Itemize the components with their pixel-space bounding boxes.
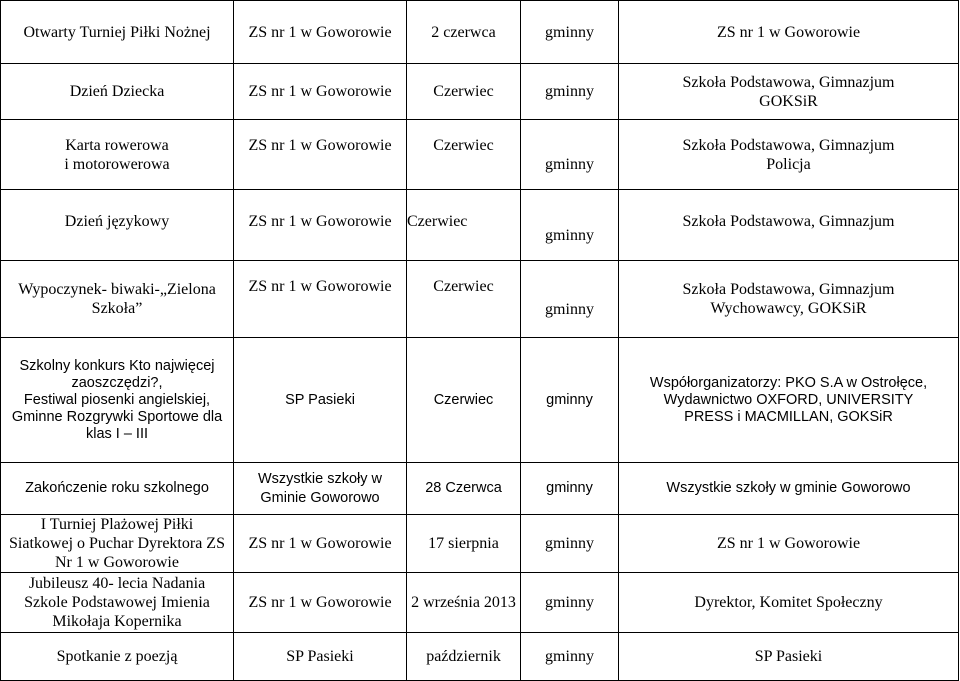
table-row bbox=[1, 190, 959, 261]
organizer-cell: SP Pasieki bbox=[234, 633, 407, 681]
date-cell: Czerwiec bbox=[407, 120, 521, 190]
scope-cell: gminny bbox=[521, 190, 619, 261]
organizer-cell: ZS nr 1 w Goworowie bbox=[234, 190, 407, 261]
event-cell: Dzień Dziecka bbox=[1, 64, 234, 120]
scope-cell: gminny bbox=[521, 120, 619, 190]
scope-cell: gminny bbox=[521, 338, 619, 463]
event-cell: I Turniej Plażowej Piłki Siatkowej o Puchar Dyrektora ZS Nr 1 w Goworowie bbox=[1, 515, 234, 573]
event-cell: Dzień językowy bbox=[1, 190, 234, 261]
date-cell: 17 sierpnia bbox=[407, 515, 521, 573]
table-row bbox=[1, 120, 959, 190]
partners-cell: Dyrektor, Komitet Społeczny bbox=[619, 573, 959, 633]
event-cell: Zakończenie roku szkolnego bbox=[1, 463, 234, 515]
partners-cell: ZS nr 1 w Goworowie bbox=[619, 1, 959, 64]
organizer-cell: ZS nr 1 w Goworowie bbox=[234, 120, 407, 190]
table-row bbox=[1, 1, 959, 64]
date-cell: październik bbox=[407, 633, 521, 681]
date-cell: Czerwiec bbox=[407, 338, 521, 463]
scope-cell: gminny bbox=[521, 573, 619, 633]
event-cell: Szkolny konkurs Kto najwięcej zaoszczędzi?, Festiwal piosenki angielskiej, Gminne Rozgrywki Sportowe dla klas I – III bbox=[1, 338, 234, 463]
scope-cell: gminny bbox=[521, 1, 619, 64]
organizer-cell: ZS nr 1 w Goworowie bbox=[234, 1, 407, 64]
table-row bbox=[1, 338, 959, 463]
table-row bbox=[1, 261, 959, 338]
table-row bbox=[1, 633, 959, 681]
partners-cell: SP Pasieki bbox=[619, 633, 959, 681]
organizer-cell: ZS nr 1 w Goworowie bbox=[234, 573, 407, 633]
table-row bbox=[1, 515, 959, 573]
date-cell: 2 września 2013 bbox=[407, 573, 521, 633]
event-cell: Otwarty Turniej Piłki Nożnej bbox=[1, 1, 234, 64]
partners-cell: Szkoła Podstawowa, Gimnazjum bbox=[619, 190, 959, 261]
partners-cell: Wszystkie szkoły w gminie Goworowo bbox=[619, 463, 959, 515]
organizer-cell: Wszystkie szkoły w Gminie Goworowo bbox=[234, 463, 407, 515]
table-row bbox=[1, 573, 959, 633]
organizer-cell: SP Pasieki bbox=[234, 338, 407, 463]
scope-cell: gminny bbox=[521, 64, 619, 120]
scope-cell: gminny bbox=[521, 261, 619, 338]
table-row bbox=[1, 463, 959, 515]
date-cell: Czerwiec bbox=[407, 190, 521, 261]
table-row bbox=[1, 64, 959, 120]
partners-cell: ZS nr 1 w Goworowie bbox=[619, 515, 959, 573]
event-cell: Jubileusz 40- lecia Nadania Szkole Podstawowej Imienia Mikołaja Kopernika bbox=[1, 573, 234, 633]
scope-cell: gminny bbox=[521, 515, 619, 573]
organizer-cell: ZS nr 1 w Goworowie bbox=[234, 64, 407, 120]
scope-cell: gminny bbox=[521, 463, 619, 515]
event-cell: Karta rowerowa i motorowerowa bbox=[1, 120, 234, 190]
date-cell: 28 Czerwca bbox=[407, 463, 521, 515]
partners-cell: Szkoła Podstawowa, Gimnazjum GOKSiR bbox=[619, 64, 959, 120]
event-cell: Wypoczynek- biwaki-„Zielona Szkoła” bbox=[1, 261, 234, 338]
organizer-cell: ZS nr 1 w Goworowie bbox=[234, 515, 407, 573]
date-cell: Czerwiec bbox=[407, 261, 521, 338]
partners-cell: Szkoła Podstawowa, Gimnazjum Policja bbox=[619, 120, 959, 190]
organizer-cell: ZS nr 1 w Goworowie bbox=[234, 261, 407, 338]
partners-cell: Szkoła Podstawowa, Gimnazjum Wychowawcy, GOKSiR bbox=[619, 261, 959, 338]
event-cell: Spotkanie z poezją bbox=[1, 633, 234, 681]
scope-cell: gminny bbox=[521, 633, 619, 681]
date-cell: 2 czerwca bbox=[407, 1, 521, 64]
partners-cell: Współorganizatorzy: PKO S.A w Ostrołęce, Wydawnictwo OXFORD, UNIVERSITY PRESS i MACMILLAN, GOKSiR bbox=[619, 338, 959, 463]
date-cell: Czerwiec bbox=[407, 64, 521, 120]
